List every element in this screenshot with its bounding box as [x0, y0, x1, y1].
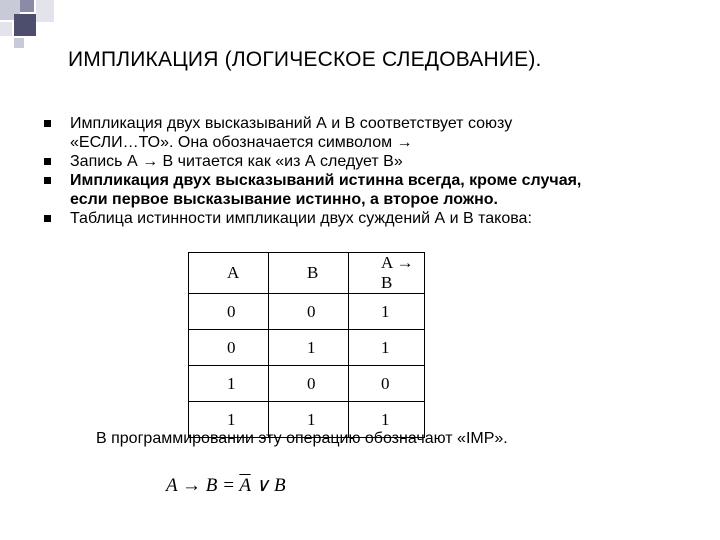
table-cell: 0: [269, 366, 349, 402]
bullet-item: [44, 171, 684, 209]
implication-formula: [166, 474, 286, 497]
table-cell: 0: [269, 294, 349, 330]
page-title: ИМПЛИКАЦИЯ (ЛОГИЧЕСКОЕ СЛЕДОВАНИЕ).: [68, 48, 542, 71]
table-cell: 1: [349, 294, 425, 330]
bullet-text: Таблица истинности импликации двух суждений А и В такова:: [70, 210, 532, 227]
table-cell: 0: [189, 294, 269, 330]
formula-rhs: ∨ B: [250, 475, 286, 496]
bullet-list: [44, 114, 684, 228]
bullet-item: [44, 114, 684, 152]
table-row: [189, 294, 425, 330]
table-row: [189, 366, 425, 402]
table-header-row: [189, 253, 425, 294]
bullet-text: Импликация двух высказываний истинна всегда, кроме случая,: [70, 172, 582, 189]
bullet-square-icon: [44, 177, 51, 184]
bullet-text: Запись А → В читается как «из А следует В»: [70, 153, 403, 170]
formula-lhs: A → B =: [166, 475, 240, 496]
bullet-square-icon: [44, 215, 51, 222]
table-cell: 1: [269, 402, 349, 438]
bullet-square-icon: [44, 120, 51, 127]
table-cell: 1: [189, 366, 269, 402]
deco-square: [36, 0, 54, 22]
bullet-square-icon: [44, 158, 51, 165]
truth-table: [188, 252, 425, 438]
deco-square: [20, 0, 34, 12]
table-cell: 0: [349, 366, 425, 402]
table-cell: 1: [349, 402, 425, 438]
table-header-cell: B: [269, 253, 349, 294]
formula-negated-a: $\overline{A}$: [239, 475, 251, 496]
table-cell: 0: [189, 330, 269, 366]
table-cell: 1: [349, 330, 425, 366]
deco-square: [14, 38, 24, 48]
bullet-item: [44, 152, 684, 171]
table-cell: 1: [269, 330, 349, 366]
table-header-cell: A: [189, 253, 269, 294]
bullet-text-cont: если первое высказывание истинно, а второе ложно.: [70, 191, 498, 208]
programming-note: В программировании эту операцию обозначают «IMP».: [96, 430, 508, 447]
bullet-item: [44, 209, 684, 228]
bullet-text-cont: «ЕСЛИ…ТО». Она обозначается символом →: [70, 134, 413, 151]
table-header-cell: A → B: [349, 253, 425, 294]
deco-square: [14, 14, 36, 36]
bullet-text: Импликация двух высказываний А и В соответствует союзу: [70, 115, 513, 132]
deco-square: [0, 22, 12, 36]
table-row: [189, 330, 425, 366]
table-cell: 1: [189, 402, 269, 438]
